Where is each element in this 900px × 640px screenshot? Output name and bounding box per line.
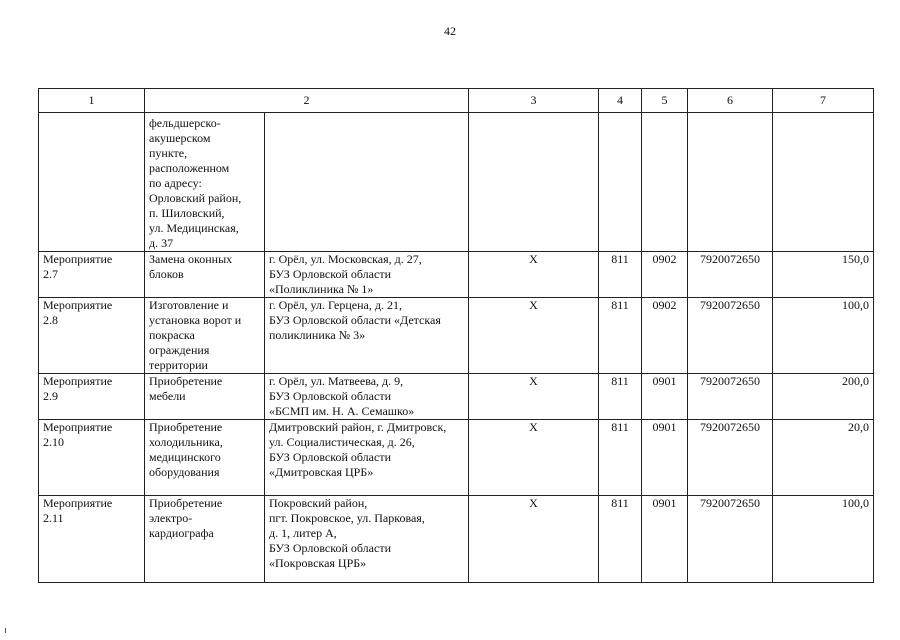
address-cell: г. Орёл, ул. Московская, д. 27, БУЗ Орловской области «Поликлиника № 1» [265, 252, 469, 298]
col6-cell: 7920072650 [688, 252, 773, 298]
col6-cell: 7920072650 [688, 496, 773, 583]
event-cell: Мероприятие 2.10 [39, 420, 145, 496]
col6-cell: 7920072650 [688, 374, 773, 420]
col5-cell [642, 113, 688, 252]
col4-cell: 811 [599, 496, 642, 583]
event-cell: Мероприятие 2.8 [39, 298, 145, 374]
header-col-6: 6 [688, 89, 773, 113]
page-number: 42 [444, 24, 456, 38]
work-cell: Приобретение электро- кардиографа [145, 496, 265, 583]
scan-mark [5, 628, 6, 633]
col3-cell: Х [469, 252, 599, 298]
table-row [39, 420, 874, 496]
table-row [39, 496, 874, 583]
table-row [39, 374, 874, 420]
event-cell: Мероприятие 2.11 [39, 496, 145, 583]
col6-cell: 7920072650 [688, 420, 773, 496]
col6-cell: 7920072650 [688, 298, 773, 374]
work-cell: Приобретение холодильника, медицинского оборудования [145, 420, 265, 496]
col4-cell: 811 [599, 374, 642, 420]
col6-cell [688, 113, 773, 252]
address-cell [265, 113, 469, 252]
header-col-5: 5 [642, 89, 688, 113]
col5-cell: 0901 [642, 496, 688, 583]
table-row [39, 298, 874, 374]
amount-cell: 150,0 [773, 252, 874, 298]
col3-cell: Х [469, 496, 599, 583]
work-cell: Приобретение мебели [145, 374, 265, 420]
amount-cell [773, 113, 874, 252]
header-row [39, 89, 874, 113]
col3-cell: Х [469, 374, 599, 420]
header-col-3: 3 [469, 89, 599, 113]
header-col-1: 1 [39, 89, 145, 113]
address-cell: г. Орёл, ул. Матвеева, д. 9, БУЗ Орловской области «БСМП им. Н. А. Семашко» [265, 374, 469, 420]
col5-cell: 0901 [642, 420, 688, 496]
col3-cell [469, 113, 599, 252]
address-cell: г. Орёл, ул. Герцена, д. 21, БУЗ Орловской области «Детская поликлиника № 3» [265, 298, 469, 374]
header-col-7: 7 [773, 89, 874, 113]
event-cell: Мероприятие 2.7 [39, 252, 145, 298]
col5-cell: 0902 [642, 252, 688, 298]
col4-cell: 811 [599, 298, 642, 374]
col5-cell: 0901 [642, 374, 688, 420]
budget-table [38, 88, 874, 583]
address-cell: Дмитровский район, г. Дмитровск, ул. Социалистическая, д. 26, БУЗ Орловской области «Дмитровская ЦРБ» [265, 420, 469, 496]
col5-cell: 0902 [642, 298, 688, 374]
header-col-4: 4 [599, 89, 642, 113]
col3-cell: Х [469, 298, 599, 374]
amount-cell: 100,0 [773, 298, 874, 374]
table-row [39, 113, 874, 252]
col3-cell: Х [469, 420, 599, 496]
amount-cell: 100,0 [773, 496, 874, 583]
work-cell: Изготовление и установка ворот и покраска ограждения территории [145, 298, 265, 374]
col4-cell: 811 [599, 252, 642, 298]
event-cell [39, 113, 145, 252]
col4-cell: 811 [599, 420, 642, 496]
work-cell: фельдшерско- акушерском пункте, расположенном по адресу: Орловский район, п. Шиловский, ул. Медицинская, д. 37 [145, 113, 265, 252]
table-row [39, 252, 874, 298]
amount-cell: 20,0 [773, 420, 874, 496]
work-cell: Замена оконных блоков [145, 252, 265, 298]
amount-cell: 200,0 [773, 374, 874, 420]
event-cell: Мероприятие 2.9 [39, 374, 145, 420]
header-col-2: 2 [145, 89, 469, 113]
address-cell: Покровский район, пгт. Покровское, ул. Парковая, д. 1, литер А, БУЗ Орловской области «Покровская ЦРБ» [265, 496, 469, 583]
col4-cell [599, 113, 642, 252]
